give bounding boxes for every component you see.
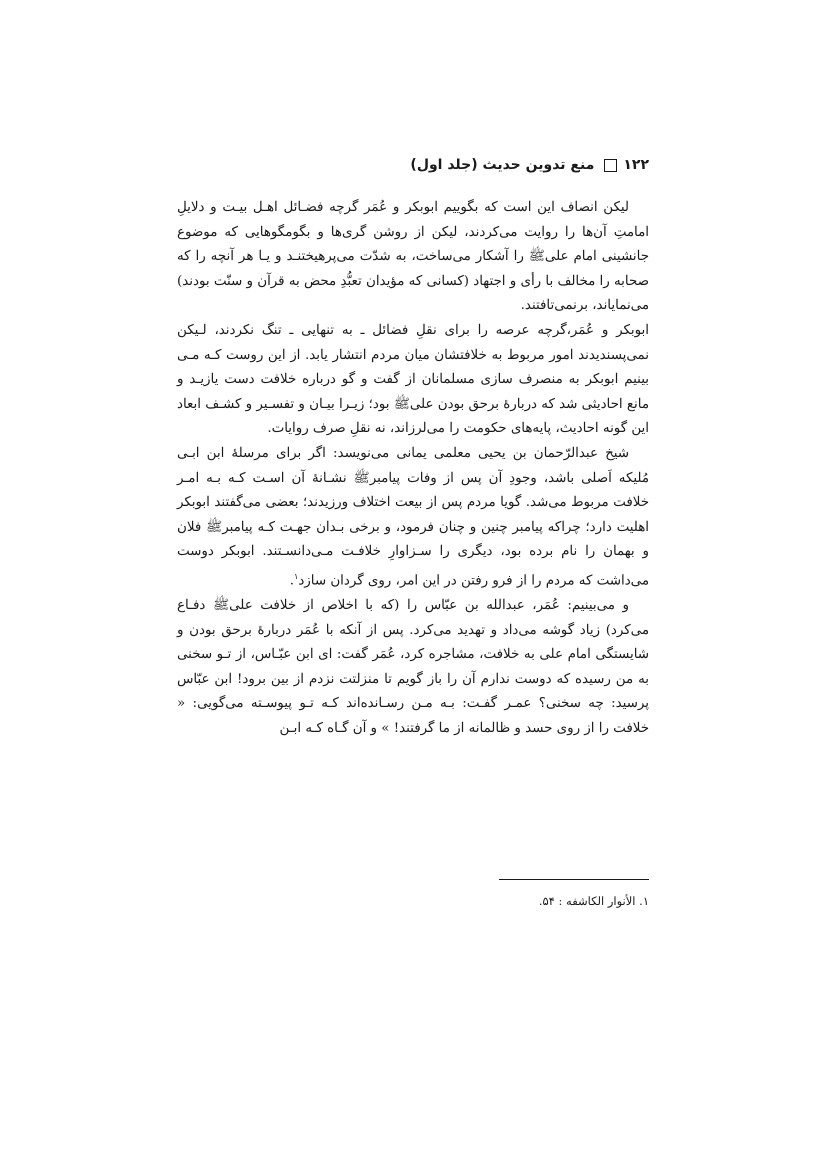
page-number: ۱۲۲ bbox=[623, 157, 649, 173]
paragraph-4: و می‌بینیم: عُمَر، عبدالله بن عبّاس را (که با اخلاص از خلافت علی‌ﷺ دفـاع می‌کرد) زیاد گوشه می‌داد و تهدید می‌کرد. پس از آنکه با عُمَر دربارهٔ برحق بودن و شایستگی امام علی به خلافت، مشاجره کرد، عُمَر گفت: ای ابن عبّـاس، از تـو سخنی به من رسیده که دوست ندارم آن را باز گویم تا منزلتت نزدم از بین برود! ابن عبّاس پرسید: چه سخنی؟ عمـر گفـت: بـه مـن رسـانده‌اند کـه تـو پیوسـته می‌گویی: « خلافت را از روی حسد و ظالمانه از ما گرفتند! » و آن گـاه کـه ابـن bbox=[177, 597, 649, 736]
paragraph-1: لیکن انصاف این است که بگوییم ابوبکر و عُمَر گرچه فضـائل اهـل بیـت و دلایلِ امامتِ آن‌ها را روایت می‌کردند، لیکن از روشن گری‌ها و بگومگوهایی که موضوع جانشینی امام علی‌ﷺ را آشکار می‌ساخت، به شدّت می‌پرهیختنـد و یـا هر آنچه را که صحابه را مخالف با رأی و اجتهاد (کسانی که مؤیدان تعبُّدِ محض به قرآن و سنّت بودند) می‌نمایاند، برنمی‌تافتند. bbox=[177, 200, 649, 314]
paragraph-3-text: شیخ عبدالرّحمان بن یحیی معلمی یمانی می‌نویسد: اگر برای مرسلهٔ ابن ابـی مُلیکه اَصلی باشد، وجودِ آن پس از وفات پیامبرﷺ نشـانهٔ آن اسـت کـه بـه امـر خلافت مربوط می‌شد. گویا مردم پس از بیعت اختلاف ورزیدند؛ بعضی می‌گفتند ابوبکر اهلیت دارد؛ چراکه پیامبر چنین و چنان فرمود، و برخی بـدان جهـت کـه پیامبرﷺ فلان و بهمان را نام برده بود، دیگری را سـزاوارِ خلافـت مـی‌دانسـتند. ابوبکر دوست می‌داشت که مردم را از فرو رفتن در این امر، روی گردان سازد bbox=[177, 445, 649, 589]
book-title: منع تدوین حدیث (جلد اول) bbox=[410, 157, 595, 173]
footnote: ۱. الأنوار الکاشفه : ۵۴. bbox=[538, 894, 649, 908]
paragraph-2: ابوبکر و عُمَر،گرچه عرصه را برای نقلِ فضائل ـ به تنهایی ـ تنگ نکردند، لـیکن نمی‌پسندیدند امور مربوط به خلافتشان میان مردم انتشار یابد. از این روست کـه مـی بینیم ابوبکر به منصرف سازی مسلمانان از گفت و گو درباره خلافت دست یازیـد و مانع احادیثی شد که دربارهٔ برحق بودن علی‌ﷺ بود؛ زیـرا بیـان و تفسـیر و کشـف ابعاد این گونه احادیث، پایه‌های حکومت را می‌لرزاند، نه نقلِ صرف روایات. bbox=[177, 322, 649, 437]
running-header bbox=[410, 157, 649, 173]
paragraph-3: شیخ عبدالرّحمان بن یحیی معلمی یمانی می‌نویسد: اگر برای مرسلهٔ ابن ابـی مُلیکه اَصلی باشد، وجودِ آن پس از وفات پیامبرﷺ نشـانهٔ آن اسـت کـه بـه امـر خلافت مربوط می‌شد. گویا مردم پس از بیعت اختلاف ورزیدند؛ بعضی می‌گفتند ابوبکر اهلیت دارد؛ چراکه پیامبر چنین و چنان فرمود، و برخی بـدان جهـت کـه پیامبرﷺ فلان و بهمان را نام برده بود، دیگری را سـزاوارِ خلافـت مـی‌دانسـتند. ابوبکر دوست می‌داشت که مردم را از فرو رفتن در این امر، روی گردان سازد$^۱$. bbox=[177, 445, 649, 589]
square-ornament-icon bbox=[604, 159, 617, 172]
body-text bbox=[177, 196, 649, 742]
footnote-divider bbox=[499, 879, 649, 880]
footnote-marker: ۱ bbox=[294, 571, 299, 581]
